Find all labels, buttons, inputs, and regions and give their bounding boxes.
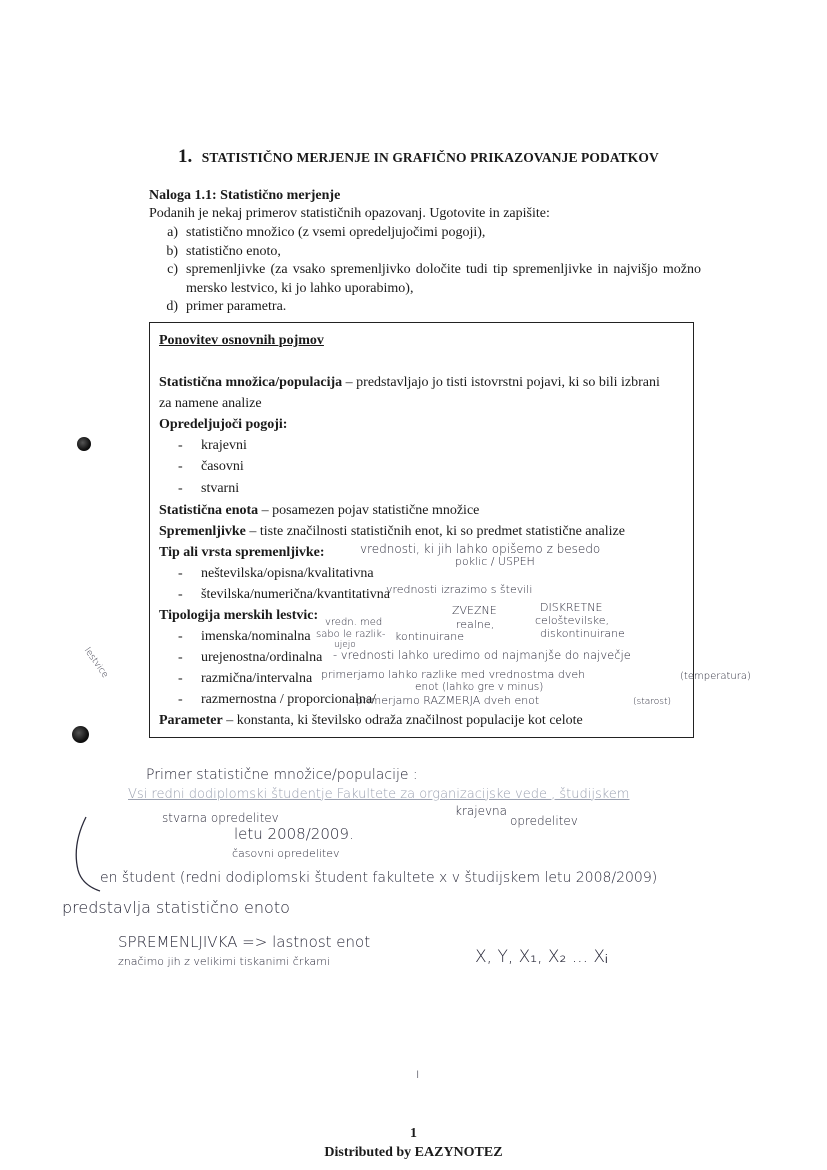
task-item-label: c) <box>167 262 178 277</box>
task-item-b <box>149 243 701 262</box>
task-item-label: b) <box>166 243 178 259</box>
handwritten-note: letu 2008/2009. <box>234 825 354 843</box>
box-heading: Ponovitev osnovnih pojmov <box>159 333 324 348</box>
handwritten-note: vrednosti izrazimo s števili <box>386 583 533 596</box>
populacija-text: – predstavljajo jo tisti istovrstni pojavi, ki so bili izbrani <box>342 375 660 390</box>
spremenljivke-term: Spremenljivke <box>159 524 246 539</box>
handwritten-note: Vsi redni dodiplomski študentje Fakultete za organizacijske vede , študijskem <box>128 787 630 802</box>
enota-definition <box>159 503 479 519</box>
pogoj-label: časovni <box>201 459 244 474</box>
populacija-definition <box>159 375 660 391</box>
handwritten-note: primerjamo lahko razlike med vrednostma dveh <box>321 668 586 681</box>
pogoj-item: - stvarni <box>178 481 240 496</box>
handwritten-bracket <box>66 815 106 895</box>
handwritten-note: kontinuirane <box>395 630 465 643</box>
page-heading <box>178 146 659 168</box>
task-item-c <box>149 261 701 298</box>
tip-item: - številska/numerična/kvantitativna <box>178 587 390 602</box>
enota-text: – posamezen pojav statistične množice <box>258 503 480 518</box>
task-item-a <box>149 224 701 243</box>
handwritten-note: enot (lahko gre v minus) <box>415 681 544 693</box>
tip-label: številska/numerična/kvantitativna <box>201 587 390 602</box>
task-item-text: statistično množico (z vsemi opredeljujočimi pogoji), <box>186 225 486 240</box>
heading-text: STATISTIČNO MERJENJE IN GRAFIČNO PRIKAZOVANJE PODATKOV <box>201 150 659 165</box>
handwritten-note: en študent (redni dodiplomski študent fakultete x v študijskem letu 2008/2009) <box>100 870 658 886</box>
handwritten-margin-note: lestvice <box>81 646 110 681</box>
tip-term <box>159 545 325 561</box>
lestvice-term-text: Tipologija merskih lestvic: <box>159 608 319 623</box>
stray-mark: ı <box>416 1067 420 1082</box>
handwritten-note: - vrednosti lahko uredimo od najmanjše do največje <box>333 648 631 662</box>
handwritten-note: Primer statistične množice/populacije : <box>146 767 418 783</box>
spremenljivke-text: – tiste značilnosti statističnih enot, ki so predmet statistične analize <box>245 524 625 539</box>
pogoji-term-text: Opredeljujoči pogoji: <box>159 417 288 432</box>
lestvica-label: razmernostna / proporcionalna/ <box>201 692 376 707</box>
handwritten-note: ZVEZNE <box>452 604 497 617</box>
tip-term-text: Tip ali vrsta spremenljivke: <box>159 545 325 560</box>
tip-label: neštevilska/opisna/kvalitativna <box>201 566 374 581</box>
populacija-term: Statistična množica/populacija <box>159 375 343 390</box>
lestvica-label: razmična/intervalna <box>201 671 313 686</box>
pogoj-label: stvarni <box>201 481 240 496</box>
task-item-d <box>149 298 701 317</box>
lestvice-term <box>159 608 318 624</box>
handwritten-note: značimo jih z velikimi tiskanimi črkami <box>118 955 331 968</box>
footer-text: Distributed by EAZYNOTEZ <box>324 1145 503 1160</box>
task-item-text: primer parametra. <box>186 299 287 314</box>
tip-item: - neštevilska/opisna/kvalitativna <box>178 566 374 581</box>
handwritten-note: realne, <box>456 618 495 631</box>
spremenljivke-definition <box>159 524 625 540</box>
parameter-text: – konstanta, ki številsko odraža značilnost populacije kot celote <box>222 713 583 728</box>
task-item-text: statistično enoto, <box>186 243 281 259</box>
populacija-definition-cont: za namene analize <box>159 396 262 411</box>
handwritten-note: časovni opredelitev <box>232 847 340 860</box>
lestvica-label: imenska/nominalna <box>201 629 311 644</box>
heading-number: 1. <box>178 146 193 167</box>
handwritten-note: stvarna opredelitev <box>162 811 279 825</box>
binder-hole <box>72 726 89 743</box>
lestvica-item: - razmernostna / proporcionalna/ <box>178 692 376 707</box>
lestvica-item: - razmična/intervalna <box>178 671 313 686</box>
task-title: Naloga 1.1: Statistično merjenje <box>149 188 341 203</box>
lestvica-label: urejenostna/ordinalna <box>201 650 323 665</box>
handwritten-note: krajevna <box>455 804 508 818</box>
handwritten-note: SPREMENLJIVKA => lastnost enot <box>118 933 371 951</box>
handwritten-note: X, Y, X₁, X₂ ... Xᵢ <box>475 947 608 967</box>
task-list <box>149 224 701 317</box>
handwritten-note: primerjamo RAZMERJA dveh enot <box>356 694 540 707</box>
page-number: 1 <box>410 1126 417 1141</box>
handwritten-note: vredn. med <box>325 617 383 628</box>
handwritten-note: diskontinuirane <box>540 627 625 640</box>
handwritten-note: (starost) <box>633 697 671 707</box>
handwritten-note: ujejo <box>334 640 356 650</box>
task-item-label: a) <box>167 225 178 240</box>
lestvica-item: - imenska/nominalna <box>178 629 311 644</box>
pogoji-term <box>159 417 287 433</box>
pogoj-label: krajevni <box>201 438 247 453</box>
handwritten-note: (temperatura) <box>680 671 751 682</box>
handwritten-note: vrednosti, ki jih lahko opišemo z besedo <box>360 542 601 556</box>
handwritten-note: DISKRETNE <box>540 601 603 614</box>
pogoj-item: - časovni <box>178 459 244 474</box>
lestvica-item: - urejenostna/ordinalna <box>178 650 323 665</box>
handwritten-note: sabo le razlik- <box>316 629 386 640</box>
enota-term: Statistična enota <box>159 503 259 518</box>
handwritten-note: opredelitev <box>510 814 578 828</box>
handwritten-note: poklic / USPEH <box>455 555 535 568</box>
parameter-definition <box>159 713 583 729</box>
pogoj-item: - krajevni <box>178 438 247 453</box>
task-item-label: d) <box>166 299 178 314</box>
task-item-text: spremenljivke (za vsako spremenljivko določite tudi tip spremenljivke in najvišjo možno mersko lestvico, ki jo lahko uporabimo), <box>186 262 701 296</box>
handwritten-note: celoštevilske, <box>535 614 610 627</box>
binder-hole <box>77 437 91 451</box>
task-intro: Podanih je nekaj primerov statističnih opazovanj. Ugotovite in zapišite: <box>149 206 550 221</box>
handwritten-note: predstavlja statistično enoto <box>62 898 290 917</box>
parameter-term: Parameter <box>159 713 223 728</box>
